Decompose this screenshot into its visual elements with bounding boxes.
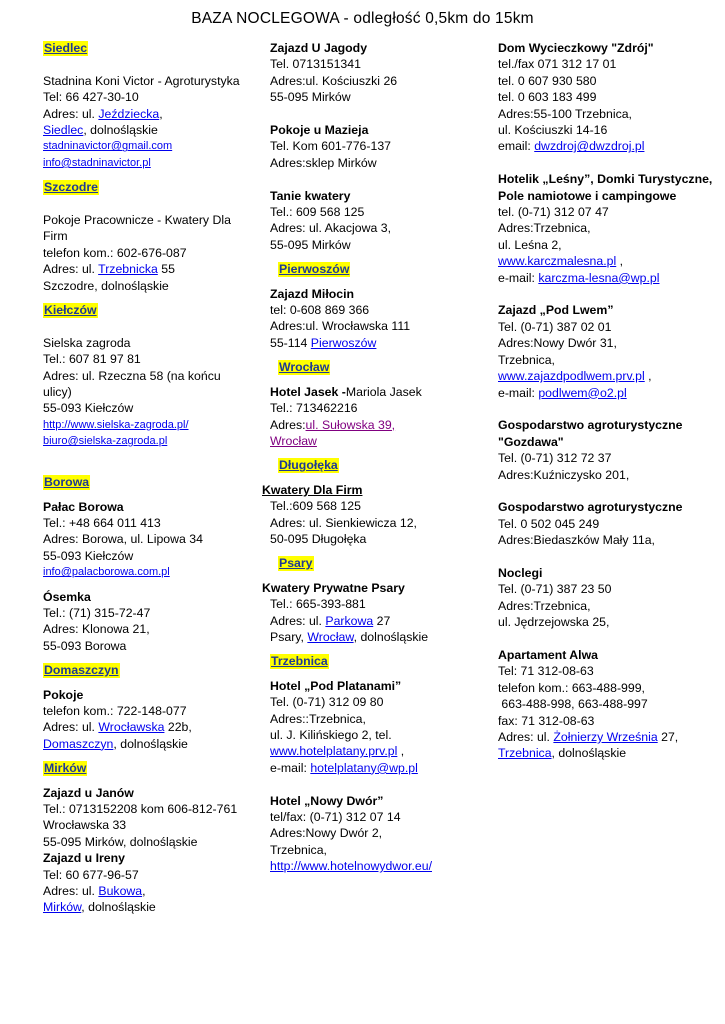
listing-town: Szczodre, dolnośląskie [43, 278, 169, 293]
listing-postal: 55-095 Mirków [270, 237, 351, 252]
listing-phone: Tel: 71 312-08-63 [498, 664, 594, 679]
email-link[interactable]: stadninavictor@gmail.com [43, 140, 173, 153]
section-heading-szczodre: Szczodre [44, 180, 98, 195]
listing-name: Zajazd u Ireny [43, 851, 126, 866]
listing-name: Hotel „Nowy Dwór” [270, 793, 384, 808]
listing-address: Adres: ul. Wrocławska 22b, [43, 720, 192, 735]
column-middle: Zajazd U Jagody Tel. 0713151341 Adres:ul. Kościuszki 26 55-095 Mirków Pokoje u Mazieja Tel. Kom 601-776-137 Adres:sklep Mirków Tanie kwatery Tel.: 609 568 125 Adres: ul. Akacjowa 3, 55-095 Mirków Pierwoszów Zajazd Miłocin tel: 0-608 869 366 Adres:ul. Wrocławska 111 55-114 Pierwoszów Wrocław Hotel Jasek -Mariola Jasek Tel.: 713462216 Adres:ul. Sułowska 39, Wrocław Długołęka Kwatery Dla Firm Tel.:609 568 125 Adres: ul. Sienkiewicza 12, 50-095 Długołęka Psary Kwatery Prywatne Psary Tel.: 665-393-881 Adres: ul. Parkowa 27 Psary, Wrocław, dolnośląskie Trzebnica Hotel „Pod Platanami” Tel. (0-71) 312 09 80 Adres::Trzebnica, ul. J. Kilińskiego 2, tel. www.hotelplatany.prv.pl , e-mail: hotelplatany@wp.pl Hotel „Nowy Dwór” tel/fax: (0-71) 312 07 14 Adres:Nowy Dwór 2, Trzebnica, http://www.hotelnowydwor.eu/ [262, 40, 487, 875]
listing-phone: Tel. 0713151341 [270, 57, 361, 72]
listing-address: Adres:55-100 Trzebnica, [498, 106, 632, 121]
listing-name: Kwatery Dla Firm [262, 482, 363, 497]
listing-address: Adres: ul. Trzebnicka 55 [43, 262, 175, 277]
section-heading-siedlec: Siedlec [44, 41, 88, 55]
listing-address: Adres:Trzebnica, [498, 221, 591, 236]
section-heading-domaszczyn: Domaszczyn [44, 663, 119, 678]
listing-postal: 55-095 Mirków [270, 90, 351, 105]
listing-name: Zajazd Miłocin [270, 286, 355, 301]
section-heading-psary: Psary [279, 556, 313, 571]
listing-phone: Tel.: 607 81 97 81 [43, 352, 141, 367]
website-link[interactable]: www.zajazdpodlwem.prv.pl [498, 369, 645, 384]
street-link-parkowa[interactable]: Parkowa [325, 613, 374, 628]
section-heading-pierwoszow: Pierwoszów [279, 262, 350, 277]
address-link-sulowska[interactable]: ul. Sułowska 39, [305, 417, 396, 432]
listing-address: Adres:ul. Wrocławska 111 [270, 319, 411, 334]
listing-phone: Tel.: 609 568 125 [270, 205, 365, 220]
email-link[interactable]: info@palacborowa.com.pl [43, 566, 170, 579]
listing-phone: tel/fax: (0-71) 312 07 14 [270, 810, 401, 825]
listing-name: Zajazd u Janów [43, 785, 134, 800]
column-right: Dom Wycieczkowy "Zdrój" tel./fax 071 312 17 01 tel. 0 607 930 580 tel. 0 603 183 499 Adres:55-100 Trzebnica, ul. Kościuszki 14-16 email: dwzdroj@dwzdroj.pl Hotelik „Leśny”, Domki Turystyczne, Pole namiotowe i campingowe tel. (0-71) 312 07 47 Adres:Trzebnica, ul. Leśna 2, www.karczmalesna.pl , e-mail: karczma-lesna@wp.pl Zajazd „Pod Lwem” Tel. (0-71) 387 02 01 Adres:Nowy Dwór 31, Trzebnica, www.zajazdpodlwem.prv.pl , e-mail: podlwem@o2.pl Gospodarstwo agroturystyczne "Gozdawa" Tel. (0-71) 312 72 37 Adres:Kuźniczysko 201, Gospodarstwo agroturystyczne Tel. 0 502 045 249 Adres:Biedaszków Mały 11a, Noclegi Tel. (0-71) 387 23 50 Adres:Trzebnica, ul. Jędrzejowska 25, Apartament Alwa Tel: 71 312-08-63 telefon kom.: 663-488-999, 663-488-998, 663-488-997 fax: 71 312-08-63 Adres: ul. Żołnierzy Września 27, Trzebnica, dolnośląskie [498, 40, 720, 762]
listing-address: Adres: ul. Żołnierzy Września 27, [498, 729, 679, 744]
street-link-jezdziecka[interactable]: Jeździecka [98, 106, 160, 121]
section-heading-trzebnica: Trzebnica [271, 654, 328, 669]
listing-address: Adres: ul. Jeździecka, [43, 106, 163, 121]
section-heading-dlugoleka: Długołęka [279, 458, 338, 473]
listing-town: Siedlec, dolnośląskie [43, 123, 158, 138]
listing-phone: Tel.: (71) 315-72-47 [43, 605, 151, 620]
listing-phone: Tel.: +48 664 011 413 [43, 515, 161, 530]
listing-phone: Tel: 66 427-30-10 [43, 90, 139, 105]
listing-phone: telefon kom.: 663-488-999, [498, 680, 645, 695]
listing-phone: Tel.:609 568 125 [270, 499, 361, 514]
listing-address: Adres:sklep Mirków [270, 155, 377, 170]
listing-phone: Tel.: 665-393-881 [270, 597, 366, 612]
listing-name: Zajazd U Jagody [270, 41, 368, 55]
section-heading-wroclaw: Wrocław [279, 360, 330, 375]
listing-address: ul. Jędrzejowska 25, [498, 615, 610, 630]
listing-phone: Tel. (0-71) 312 72 37 [498, 451, 612, 466]
listing-address: Adres: ul. Rzeczna 58 (na końcu ulicy) [43, 368, 221, 400]
listing-phone: tel: 0-608 869 366 [270, 303, 370, 318]
listing-name: Pokoje u Mazieja [270, 123, 369, 138]
listing-name: Pałac Borowa [43, 499, 124, 514]
listing-address: Adres: Borowa, ul. Lipowa 34 [43, 532, 203, 547]
page-title: BAZA NOCLEGOWA - odległość 0,5km do 15km [191, 10, 534, 27]
email-link[interactable]: dwzdroj@dwzdroj.pl [534, 139, 645, 154]
listing-address: Wrocławska 33 [43, 818, 127, 833]
listing-postal: 55-093 Kiełczów [43, 401, 134, 416]
email-link[interactable]: biuro@sielska-zagroda.pl [43, 435, 168, 448]
listing-postal: 55-093 Borowa [43, 638, 127, 653]
listing-phone: tel. 0 603 183 499 [498, 90, 597, 105]
listing-name: Gospodarstwo agroturystyczne [498, 500, 683, 515]
listing-name: Sielska zagroda [43, 335, 131, 350]
listing-name: Kwatery Prywatne Psary [262, 580, 405, 595]
listing-address: Adres: Klonowa 21, [43, 622, 150, 637]
listing-name: Hotelik „Leśny”, Domki Turystyczne, [498, 172, 713, 187]
listing-fax: fax: 71 312-08-63 [498, 713, 595, 728]
listing-postal: 55-095 Mirków, dolnośląskie [43, 834, 198, 849]
town-link-domaszczyn[interactable]: Domaszczyn [43, 736, 114, 751]
listing-town: Trzebnica, [270, 842, 327, 857]
listing-phone: Tel.: 713462216 [270, 401, 358, 416]
listing-phone: 663-488-998, 663-488-997 [498, 697, 648, 712]
listing-name: Pokoje Pracownicze - Kwatery Dla Firm [43, 213, 231, 244]
listing-address: Adres:Nowy Dwór 31, [498, 336, 617, 351]
listing-postal: 55-093 Kiełczów [43, 548, 134, 563]
listing-address: Adres: ul. Bukowa, [43, 884, 146, 899]
column-left [43, 40, 248, 916]
listing-address: ul. J. Kilińskiego 2, tel. [270, 728, 392, 742]
town-link-wroclaw[interactable]: Wrocław [270, 433, 317, 448]
listing-address: Adres:ul. Kościuszki 26 [270, 73, 398, 88]
listing-town: Trzebnica, dolnośląskie [498, 746, 627, 761]
street-link-trzebnicka[interactable]: Trzebnicka [98, 262, 158, 277]
section-heading-kielczow: Kiełczów [44, 303, 97, 318]
listing-address: ul. Kościuszki 14-16 [498, 123, 608, 138]
listing-phone: Tel. Kom 601-776-137 [270, 139, 391, 154]
listing-phone: telefon kom.: 602-676-087 [43, 245, 187, 260]
listing-phone: tel./fax 071 312 17 01 [498, 57, 617, 72]
listing-name: Pokoje [43, 687, 84, 702]
listing-town: Mirków, dolnośląskie [43, 900, 156, 915]
listing-name: Gospodarstwo agroturystyczne [498, 418, 683, 433]
listing-phone: tel. 0 607 930 580 [498, 73, 597, 88]
town-link-siedlec[interactable]: Siedlec [43, 123, 84, 138]
email-link[interactable]: karczma-lesna@wp.pl [538, 270, 660, 285]
listing-address: Adres:Biedaszków Mały 11a, [498, 533, 655, 548]
email-link[interactable]: podlwem@o2.pl [538, 385, 627, 400]
listing-name: Hotel „Pod Platanami” [270, 678, 402, 693]
listing-name: "Gozdawa" [498, 434, 564, 449]
website-link[interactable]: www.hotelplatany.prv.pl [270, 744, 398, 759]
town-link-wroclaw[interactable]: Wrocław [307, 629, 354, 644]
listing-address: Adres:Trzebnica, [498, 598, 591, 613]
listing-name: Tanie kwatery [270, 188, 351, 203]
listing-postal: 55-114 Pierwoszów [270, 335, 377, 350]
website-link[interactable]: www.karczmalesna.pl [498, 254, 617, 269]
listing-address: Adres:ul. Sułowska 39, [270, 417, 396, 432]
listing-name: Stadnina Koni Victor - Agroturystyka [43, 73, 240, 88]
listing-name: Noclegi [498, 565, 543, 580]
website-link[interactable]: http://www.sielska-zagroda.pl/ [43, 418, 189, 431]
listing-phone: Tel. (0-71) 312 09 80 [270, 695, 384, 710]
town-link-trzebnica[interactable]: Trzebnica [498, 746, 552, 761]
listing-phone: Tel. (0-71) 387 02 01 [498, 319, 612, 334]
listing-phone: Tel. (0-71) 387 23 50 [498, 582, 612, 597]
listing-name: Apartament Alwa [498, 647, 598, 662]
listing-name: Dom Wycieczkowy "Zdrój" [498, 41, 654, 55]
listing-town: Domaszczyn, dolnośląskie [43, 736, 188, 751]
listing-postal: 50-095 Długołęka [270, 531, 367, 546]
town-link-pierwoszow[interactable]: Pierwoszów [310, 335, 377, 350]
listing-phone: Tel. 0 502 045 249 [498, 516, 600, 531]
listing-name: Ósemka [43, 589, 91, 604]
section-heading-mirkow: Mirków [44, 761, 87, 776]
listing-name: Pole namiotowe i campingowe [498, 188, 677, 203]
website-link[interactable]: http://www.hotelnowydwor.eu/ [270, 859, 432, 874]
email-link[interactable]: hotelplatany@wp.pl [310, 760, 418, 775]
street-link-bukowa[interactable]: Bukowa [98, 884, 143, 899]
section-heading-borowa: Borowa [44, 475, 90, 490]
listing-phone: telefon kom.: 722-148-077 [43, 703, 187, 718]
listing-address: ul. Leśna 2, [498, 237, 562, 252]
listing-phone: Tel.: 0713152208 kom 606-812-761 [43, 802, 238, 816]
listing-phone: Tel: 60 677-96-57 [43, 867, 139, 882]
street-link-wroclawska[interactable]: Wrocławska [98, 720, 165, 735]
listing-address: Adres: ul. Sienkiewicza 12, [270, 515, 417, 530]
listing-name: Zajazd „Pod Lwem” [498, 303, 614, 318]
listing-address: Adres:Kuźniczysko 201, [498, 467, 630, 482]
listing-address: Adres:Nowy Dwór 2, [270, 826, 383, 841]
listing-address: Adres::Trzebnica, [270, 711, 366, 726]
listing-town: Trzebnica, [498, 352, 555, 367]
listing-address: Adres: ul. Akacjowa 3, [270, 221, 391, 236]
email-link[interactable]: info@stadninavictor.pl [43, 156, 151, 169]
street-link-zolnierzy-wrzesnia[interactable]: Żołnierzy Września [553, 729, 658, 744]
listing-phone: tel. (0-71) 312 07 47 [498, 205, 609, 220]
listing-town: Psary, Wrocław, dolnośląskie [270, 629, 429, 644]
listing-address: Adres: ul. Parkowa 27 [270, 613, 391, 628]
listing-name: Hotel Jasek -Mariola Jasek [270, 384, 422, 399]
town-link-mirkow[interactable]: Mirków [43, 900, 82, 915]
